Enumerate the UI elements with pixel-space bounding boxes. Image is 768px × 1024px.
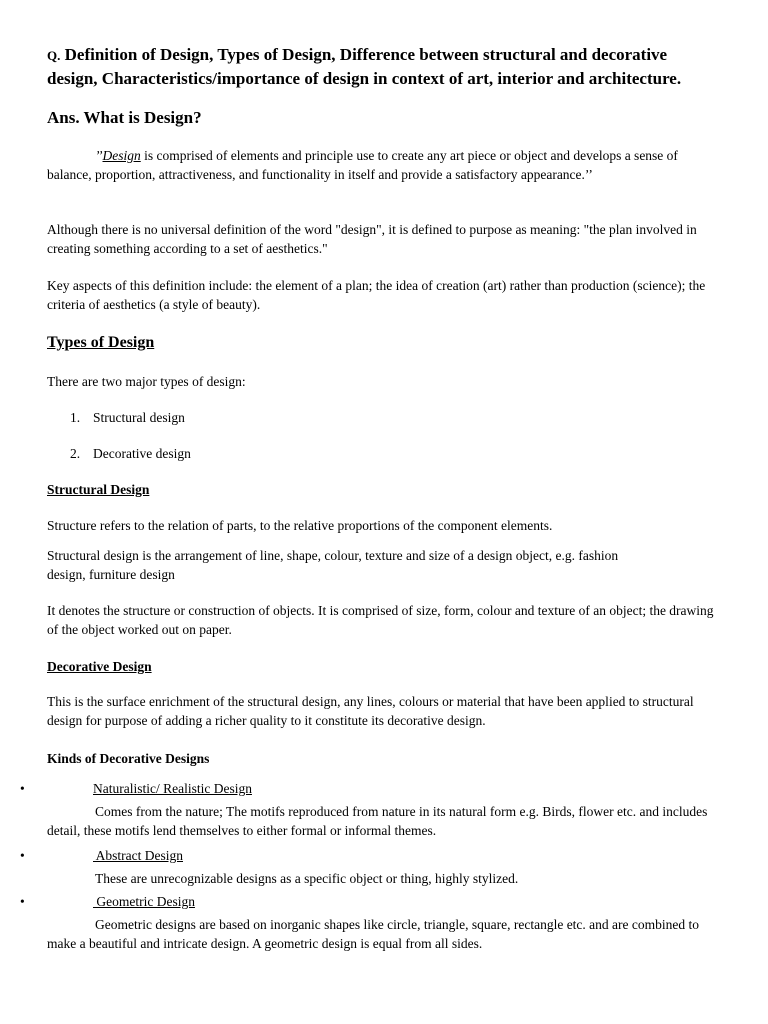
list-number: 2. [70,446,81,461]
kind-title-abstract: Abstract Design [93,848,183,863]
kind-desc-abstract: These are unrecognizable designs as a specific object or thing, highly stylized. [95,871,519,886]
paragraph-universal: Although there is no universal definition of the word "design", it is defined to purpose as meaning: "the plan involved in creating something according to a set of aesthetics." [47,222,697,256]
types-list-item [70,408,185,427]
structural-paragraph-3: It denotes the structure or construction of objects. It is comprised of size, form, colour and texture of an object; the drawing of the object worked out on paper. [47,603,714,637]
structural-heading: Structural Design [47,482,150,497]
decorative-heading: Decorative Design [47,659,152,674]
question-text: Definition of Design, Types of Design, Difference between structural and decorative design, Characteristics/importance of design in context of art, interior and architecture. [47,45,682,88]
kind-title-geometric: Geometric Design [93,894,195,909]
question-marker: Q. [47,48,61,63]
definition-open-quote: ’’ [95,148,103,163]
structural-paragraph-1: Structure refers to the relation of parts, to the relative proportions of the component elements. [47,518,553,533]
types-list-item [70,444,191,463]
answer-heading: Ans. What is Design? [47,108,202,127]
list-number: 1. [70,410,81,425]
paragraph-key-aspects: Key aspects of this definition include: the element of a plan; the idea of creation (art) rather than production (science); the criteria of aesthetics (a style of beauty). [47,278,706,312]
kinds-heading: Kinds of Decorative Designs [47,751,210,766]
structural-paragraph-2: Structural design is the arrangement of line, shape, colour, texture and size of a design object, e.g. fashion design, furniture design [47,548,619,582]
kind-desc-geometric: Geometric designs are based on inorganic shapes like circle, triangle, square, rectangle etc. and are combined to make a beautiful and intricate design. A geometric design is equal from all sides. [47,917,700,951]
definition-term: Design [102,148,141,163]
list-label: Structural design [93,410,185,425]
question-title [47,43,720,90]
bullet-marker: • [20,781,25,796]
bullet-marker: • [20,848,25,863]
kind-title-naturalistic: Naturalistic/ Realistic Design [93,781,252,796]
definition-paragraph [47,146,720,184]
types-intro: There are two major types of design: [47,374,246,389]
decorative-paragraph: This is the surface enrichment of the structural design, any lines, colours or material that have been applied to structural design for purpose of adding a richer quality to it constitute its decorative design. [47,694,694,728]
bullet-marker: • [20,894,25,909]
list-label: Decorative design [93,446,191,461]
kind-desc-naturalistic: Comes from the nature; The motifs reproduced from nature in its natural form e.g. Birds, flower etc. and includes detail, these motifs lend themselves to either formal or informal themes. [47,804,708,838]
definition-rest: is comprised of elements and principle use to create any art piece or object and develops a sense of balance, proportion, attractiveness, and functionality in itself and provide a satisfactory appearance.’’ [47,148,678,182]
types-heading: Types of Design [47,334,155,351]
